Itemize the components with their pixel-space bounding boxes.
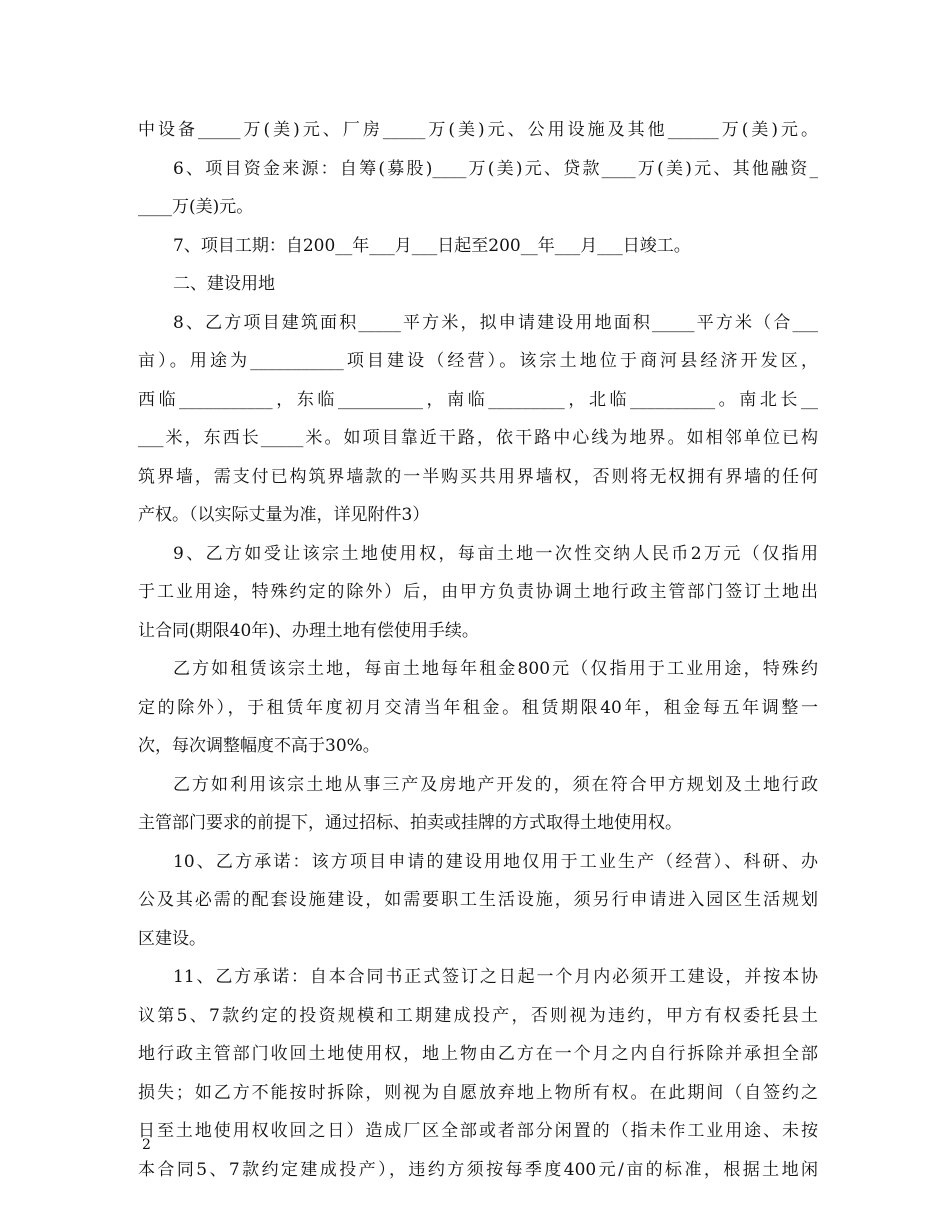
text-line-6: 8、乙方项目建筑面积_____平方米，拟申请建设用地面积_____平方米（合___ — [173, 312, 818, 333]
text-line-13: 于工业用途，特殊约定的除外）后，由甲方负责协调土地行政主管部门签订土地出 — [138, 582, 818, 602]
text-line-21: 公及其必需的配套设施建设，如需要职工生活设施，须另行申请进入园区生活规划 — [138, 890, 818, 910]
text-line-18: 乙方如利用该宗土地从事三产及房地产开发的，须在符合甲方规划及土地行政 — [173, 774, 818, 795]
text-line-10: 筑界墙，需支付已构筑界墙款的一半购买共用界墙权，否则将无权拥有界墙的任何 — [138, 466, 818, 487]
text-line-23: 11、乙方承诺：自本合同书正式签订之日起一个月内必须开工建设，并按本协 — [173, 967, 818, 987]
text-line-20: 10、乙方承诺：该方项目申请的建设用地仅用于工业生产（经营）、科研、办 — [173, 851, 818, 872]
text-line-24: 议第5、7款约定的投资规模和工期建成投产，否则视为违约，甲方有权委托县土 — [138, 1005, 818, 1026]
text-line-15: 乙方如租赁该宗土地，每亩土地每年租金800元（仅指用于工业用途，特殊约 — [173, 659, 818, 679]
text-line-3: ____万(美)元。 — [138, 197, 254, 217]
text-line-17: 次，每次调整幅度不高于30%。 — [138, 736, 380, 756]
text-line-26: 损失；如乙方不能按时拆除，则视为自愿放弃地上物所有权。在此期间（自签约之 — [138, 1082, 818, 1103]
text-line-7: 亩）。用途为___________项目建设（经营）。该宗土地位于商河县经济开发区， — [138, 351, 818, 371]
section-heading-construction-land: 二、建设用地 — [173, 274, 275, 294]
text-line-9: ___米，东西长_____米。如项目靠近干路，依干路中心线为地界。如相邻单位已构 — [138, 428, 818, 448]
text-line-19: 主管部门要求的前提下，通过招标、拍卖或挂牌的方式取得土地使用权。 — [138, 813, 682, 833]
document-body — [138, 111, 818, 1189]
text-line-4: 7、项目工期：自200__年___月___日起至200__年___月___日竣工。 — [173, 235, 691, 256]
text-line-12: 9、乙方如受让该宗土地使用权，每亩土地一次性交纳人民币2万元（仅指用 — [173, 543, 818, 564]
text-line-25: 地行政主管部门收回土地使用权，地上物由乙方在一个月之内自行拆除并承担全部 — [138, 1044, 818, 1064]
text-line-16: 定的除外），于租赁年度初月交清当年租金。租赁期限40年，租金每五年调整一 — [138, 697, 818, 718]
text-line-22: 区建设。 — [138, 928, 206, 949]
text-line-27: 日至土地使用权收回之日）造成厂区全部或者部分闲置的（指未作工业用途、未按 — [138, 1121, 818, 1141]
page-number: 2 — [142, 1137, 151, 1153]
text-line-8: 西临___________，东临__________，南临_________，北临__________。南北长__ — [138, 389, 818, 410]
text-line-14: 让合同(期限40年)、办理土地有偿使用手续。 — [138, 620, 479, 641]
text-line-28: 本合同5、7款约定建成投产），违约方须按每季度400元/亩的标准，根据土地闲 — [138, 1159, 818, 1180]
text-line-11: 产权。（以实际丈量为准，详见附件3） — [138, 505, 430, 525]
text-line-2: 6、项目资金来源：自筹(募股)____万(美)元、贷款____万(美)元、其他融资_ — [173, 158, 818, 179]
text-line-1: 中设备_____万(美)元、厂房_____万(美)元、公用设施及其他______万(美)元。 — [138, 120, 818, 140]
